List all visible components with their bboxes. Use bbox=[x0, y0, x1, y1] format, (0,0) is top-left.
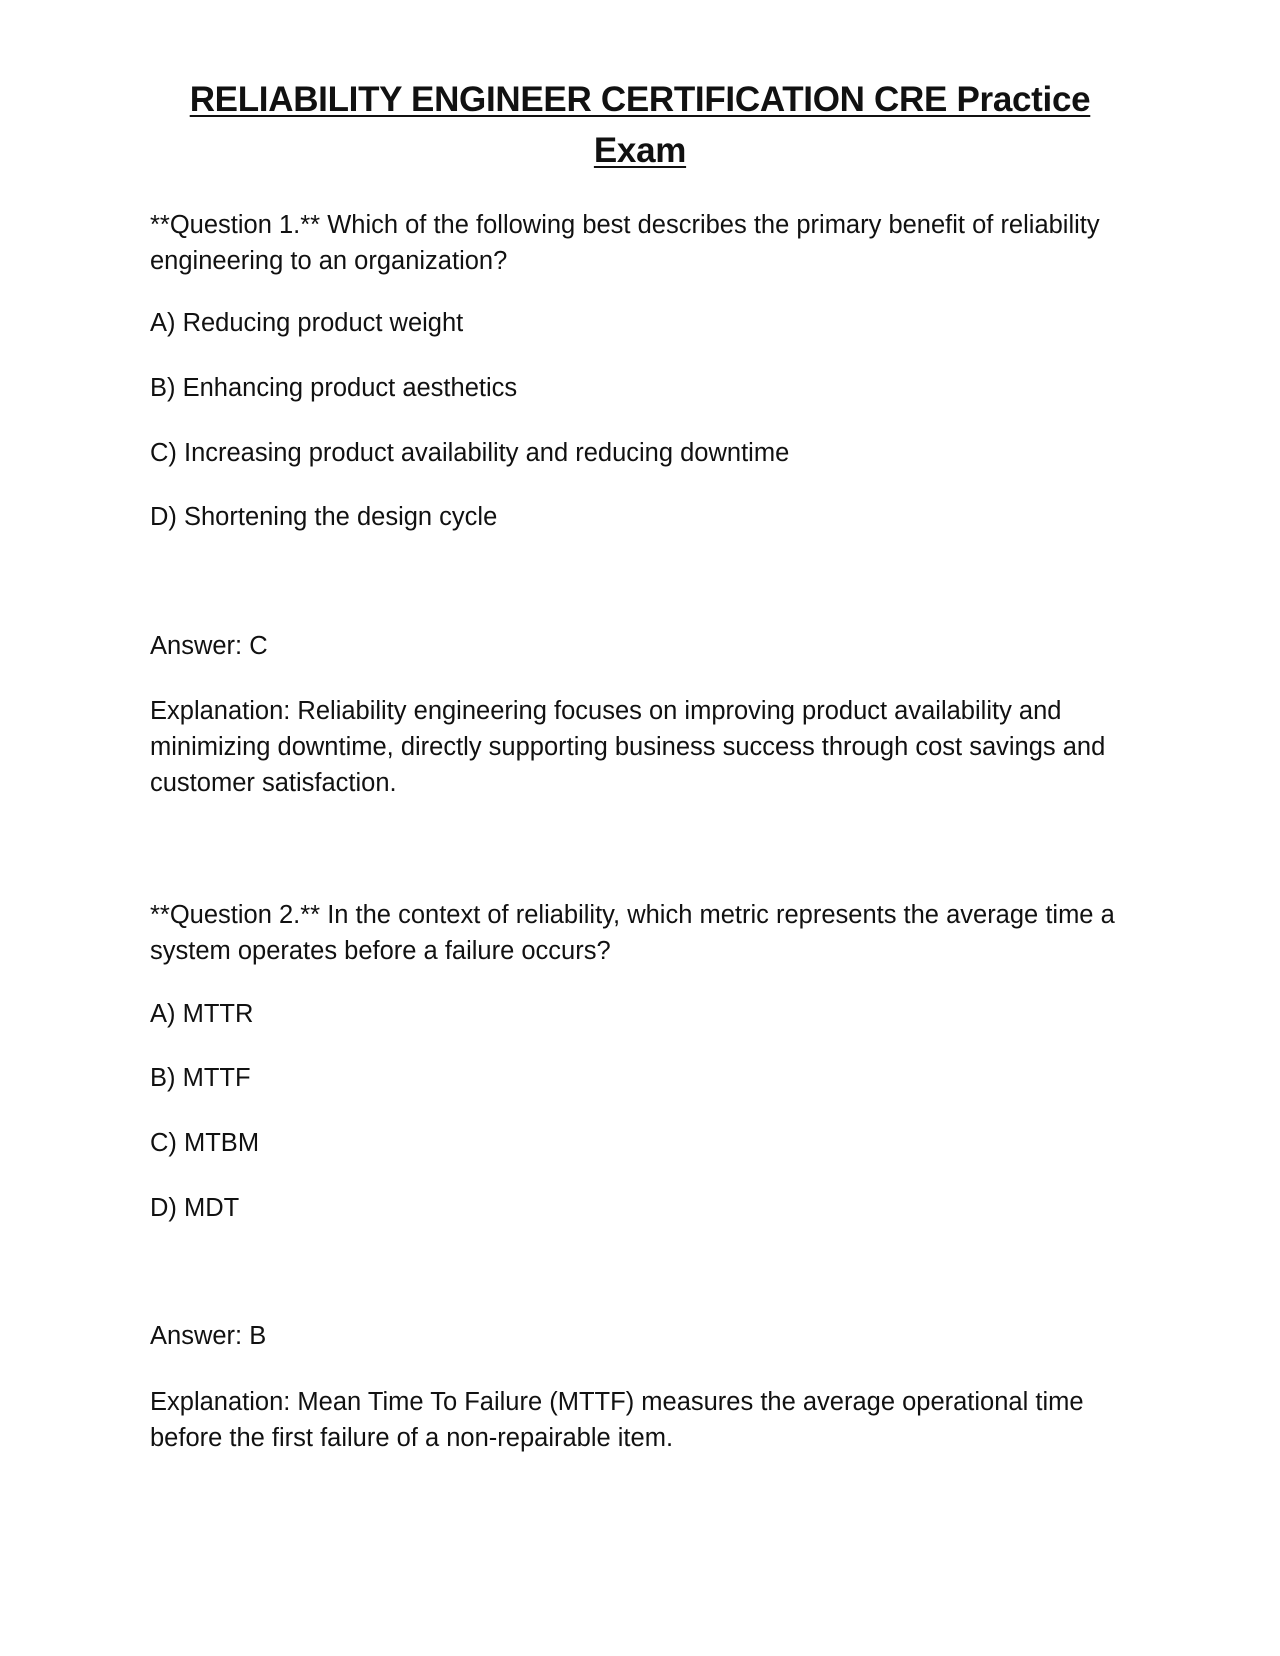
question-2-answer: Answer: B bbox=[150, 1322, 267, 1350]
question-1-option-a: A) Reducing product weight bbox=[150, 309, 464, 337]
question-1-option-b: B) Enhancing product aesthetics bbox=[150, 374, 518, 402]
page-title: RELIABILITY ENGINEER CERTIFICATION CRE Practice Exam bbox=[189, 80, 1091, 170]
question-2-option-c: C) MTBM bbox=[150, 1129, 260, 1157]
question-2-option-d: D) MDT bbox=[150, 1194, 240, 1222]
question-2-prompt: **Question 2.** In the context of reliability, which metric represents the average time a system operates before a failure occurs? bbox=[150, 901, 1115, 965]
question-2-option-b: B) MTTF bbox=[150, 1064, 251, 1092]
question-1-option-c: C) Increasing product availability and reducing downtime bbox=[150, 439, 790, 467]
question-1-prompt: **Question 1.** Which of the following best describes the primary benefit of reliability engineering to an organization? bbox=[150, 211, 1100, 275]
question-1-answer: Answer: C bbox=[150, 632, 268, 660]
question-1-option-d: D) Shortening the design cycle bbox=[150, 503, 498, 531]
question-2-option-a: A) MTTR bbox=[150, 1000, 254, 1028]
question-1-explanation: Explanation: Reliability engineering focuses on improving product availability and minimizing downtime, directly supporting business success through cost savings and customer satisfaction. bbox=[150, 697, 1106, 797]
question-2-explanation: Explanation: Mean Time To Failure (MTTF) measures the average operational time before the first failure of a non-repairable item. bbox=[150, 1388, 1084, 1452]
